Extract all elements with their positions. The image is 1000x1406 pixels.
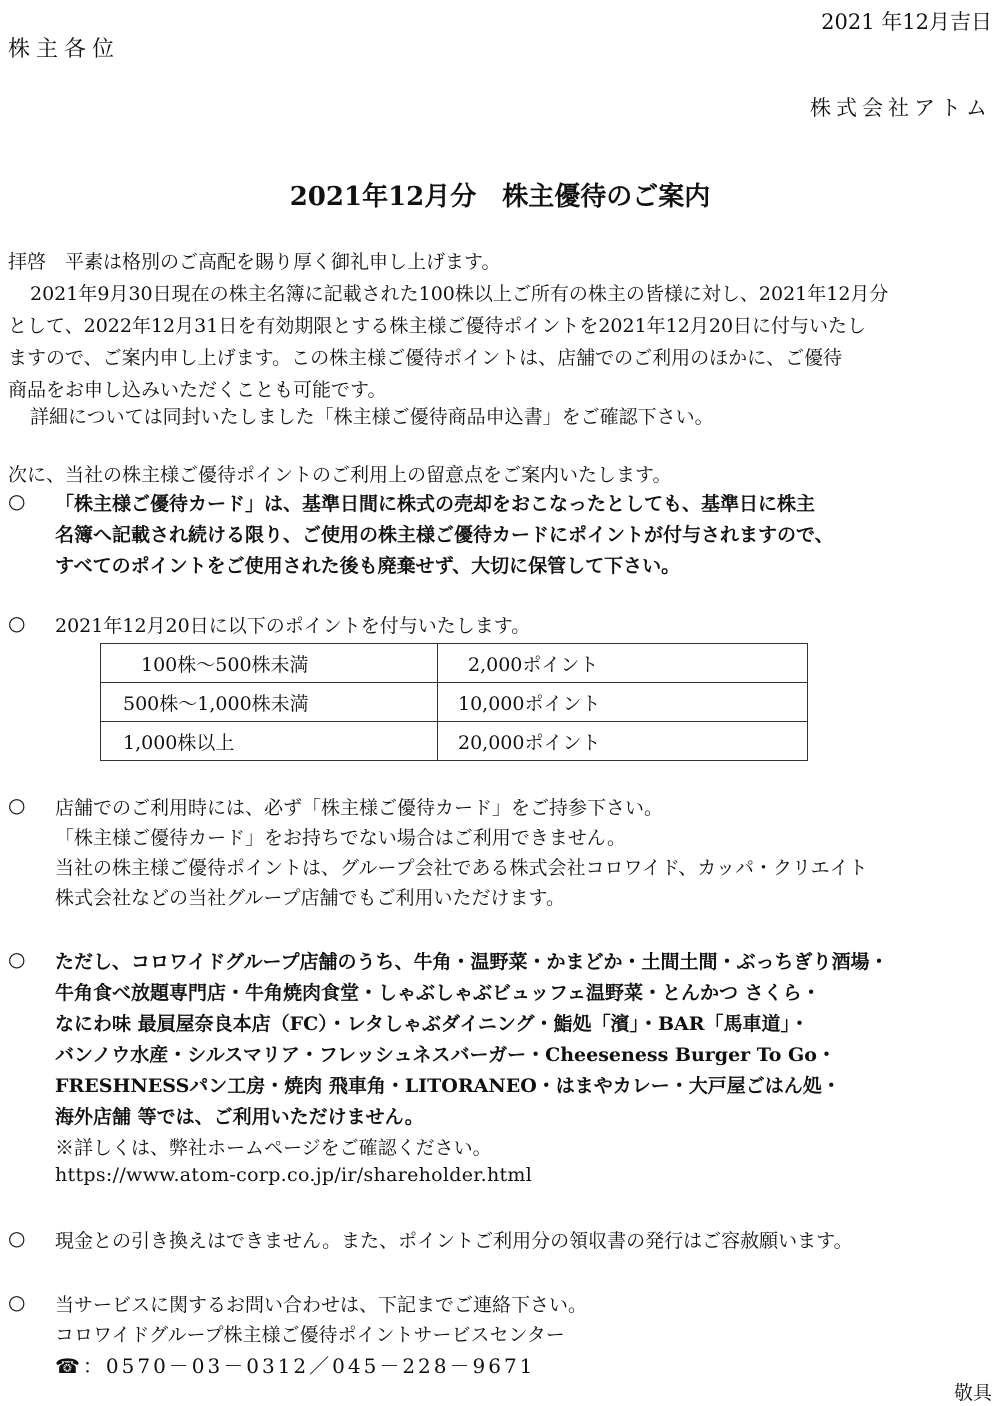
table-cell-points: [438, 722, 808, 761]
intro-line: ますので、ご案内申し上げます。この株主様ご優待ポイントは、店舗でのご利用のほかに、ご優待: [8, 347, 843, 369]
table-cell-points: [438, 683, 808, 722]
item6-line: 当サービスに関するお問い合わせは、下記までご連絡下さい。: [55, 1294, 588, 1316]
item4-line: 海外店舗 等では、ご利用いただけません。: [55, 1106, 424, 1128]
points-table: [100, 643, 808, 761]
item3-line: 「株主様ご優待カード」をお持ちでない場合はご利用できません。: [55, 827, 626, 849]
table-row: [101, 644, 808, 683]
item3-line: 店舗でのご利用時には、必ず「株主様ご優待カード」をご持参下さい。: [55, 797, 664, 819]
closing-remark: 敬具: [953, 1382, 992, 1404]
item4-line: FRESHNESSパン工房・焼肉 飛車角・LITORANEO・はまやカレー・大戸屋ごはん処・: [55, 1075, 841, 1097]
homepage-link[interactable]: https://www.atom-corp.co.jp/ir/shareholder.html: [55, 1164, 533, 1186]
points-value: 20,000ポイント: [458, 731, 601, 754]
page-title: 2021年12月分 株主優待のご案内: [289, 182, 711, 212]
bullet-icon: ○: [8, 947, 26, 971]
bullet-icon: ○: [8, 611, 26, 635]
table-row: [101, 722, 808, 761]
table-cell-shares: [101, 644, 438, 683]
item1-line: すべてのポイントをご使用された後も廃棄せず、大切に保管して下さい。: [55, 555, 681, 577]
item6-line: コロワイドグループ株主様ご優待ポイントサービスセンター: [55, 1324, 565, 1346]
bullet-icon: ○: [8, 1290, 26, 1314]
item3-line: 当社の株主様ご優待ポイントは、グループ会社である株式会社コロワイド、カッパ・クリエイト: [55, 857, 868, 879]
item4-line: バンノウ水産・シルスマリア・フレッシュネスバーガー・Cheeseness Burger To Go・: [55, 1044, 836, 1066]
item4-line: ただし、コロワイドグループ店舗のうち、牛角・温野菜・かまどか・土間土間・ぶっちぎり酒場・: [55, 951, 889, 973]
item1-line: 「株主様ご優待カード」は、基準日間に株式の売却をおこなったとしても、基準日に株主: [55, 493, 816, 515]
bullet-icon: ○: [8, 1226, 26, 1250]
intro-line: として、2022年12月31日を有効期限とする株主様ご優待ポイントを2021年12月20日に付与いたし: [8, 315, 867, 337]
item4-note: ※詳しくは、弊社ホームページをご確認ください。: [55, 1137, 492, 1159]
intro-details: 詳細については同封いたしました「株主様ご優待商品申込書」をご確認下さい。: [30, 406, 714, 428]
issue-date: 2021 年12月吉日: [821, 10, 992, 34]
bullet-icon: ○: [8, 489, 26, 513]
phone-number: ☎：0570－03－0312／045－228－9671: [55, 1354, 536, 1378]
points-value: 2,000ポイント: [468, 653, 599, 676]
item1-line: 名簿へ記載され続ける限り、ご使用の株主様ご優待カードにポイントが付与されますので、: [55, 524, 834, 546]
item5-text: 現金との引き換えはできません。また、ポイントご利用分の領収書の発行はご容赦願います。: [55, 1230, 853, 1252]
table-cell-shares: [101, 683, 438, 722]
shares-range: 500株～1,000株未満: [123, 692, 309, 715]
table-cell-points: [438, 644, 808, 683]
item3-line: 株式会社などの当社グループ店舗でもご利用いただけます。: [55, 887, 565, 909]
addressee: 株主各位: [8, 37, 121, 62]
company-name: 株式会社アトム: [810, 96, 992, 120]
item4-line: 牛角食べ放題専門店・牛角焼肉食堂・しゃぶしゃぶビュッフェ温野菜・とんかつ さくら・: [55, 982, 821, 1004]
table-row: [101, 683, 808, 722]
table-cell-shares: [101, 722, 438, 761]
shares-range: 1,000株以上: [123, 731, 235, 754]
item4-line: なにわ味 最屓屋奈良本店（FC）・レタしゃぶダイニング・鮨処「濱」・BAR「馬車道」・: [55, 1013, 810, 1035]
intro-line: 商品をお申し込みいただくことも可能です。: [8, 379, 387, 401]
greeting: 拝啓 平素は格別のご高配を賜り厚く御礼申し上げます。: [8, 251, 501, 273]
points-value: 10,000ポイント: [458, 692, 601, 715]
item2-text: 2021年12月20日に以下のポイントを付与いたします。: [55, 615, 531, 637]
notes-intro: 次に、当社の株主様ご優待ポイントのご利用上の留意点をご案内いたします。: [8, 464, 672, 486]
bullet-icon: ○: [8, 793, 26, 817]
shares-range: 100株～500株未満: [141, 653, 309, 676]
intro-line: 2021年9月30日現在の株主名簿に記載された100株以上ご所有の株主の皆様に対し、2021年12月分: [30, 283, 889, 305]
